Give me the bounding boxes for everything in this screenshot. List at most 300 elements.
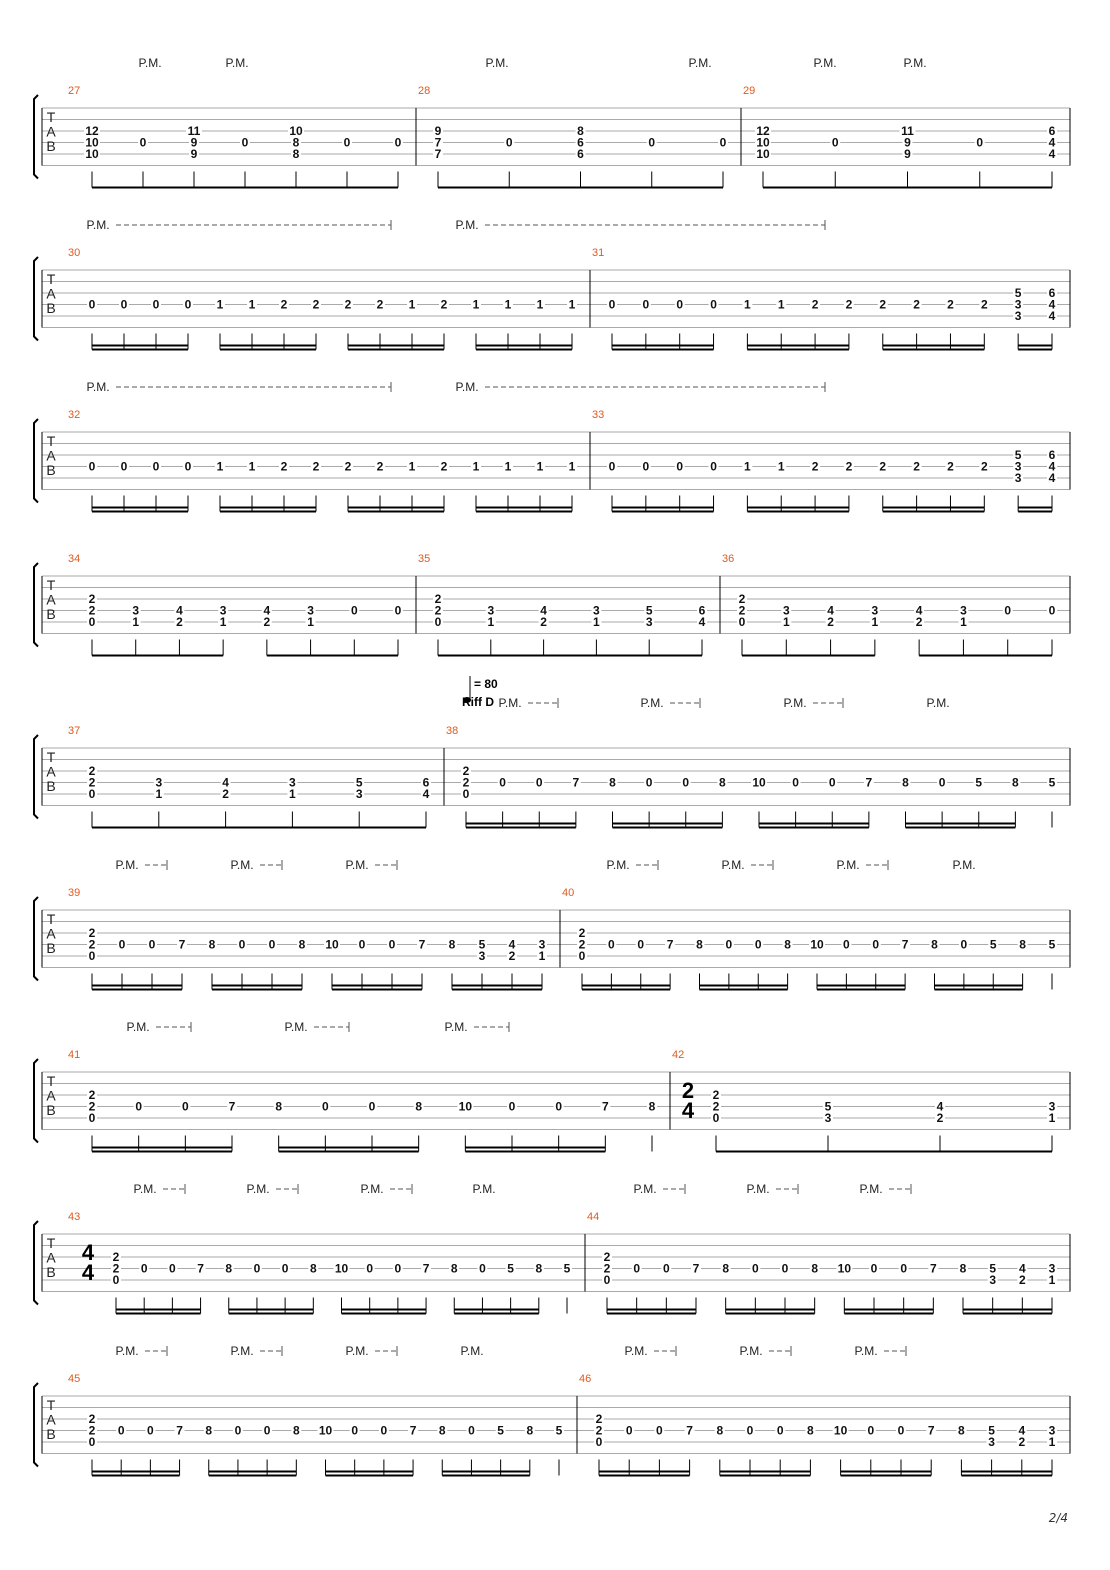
fret-number: 0: [792, 775, 799, 790]
fret-number: 9: [434, 124, 442, 138]
fret-number: 8: [807, 1423, 814, 1438]
fret-number: 0: [595, 1435, 603, 1449]
fret-number: 1: [782, 615, 790, 629]
fret-number: 1: [871, 615, 879, 629]
fret-number: 0: [88, 615, 96, 629]
fret-number: 6: [1048, 124, 1056, 138]
palm-mute-label: P.M.: [360, 1182, 384, 1196]
measure-number: 35: [418, 553, 431, 565]
fret-number: 6: [698, 603, 706, 618]
fret-number: 10: [85, 147, 99, 161]
fret-number: 5: [1048, 937, 1056, 952]
fret-number: 0: [1048, 603, 1056, 618]
fret-number: 3: [645, 615, 653, 629]
fret-number: 4: [540, 603, 547, 618]
fret-number: 2: [578, 937, 586, 952]
fret-number: 1: [472, 459, 480, 474]
fret-number: 0: [676, 459, 684, 474]
fret-number: 8: [577, 124, 584, 138]
fret-number: 2: [376, 297, 384, 312]
fret-number: 2: [811, 297, 819, 312]
fret-number: 3: [782, 603, 790, 618]
fret-number: 2: [112, 1250, 120, 1264]
palm-mute-label: P.M.: [688, 56, 712, 70]
staff-system: [34, 676, 1070, 828]
fret-number: 0: [535, 775, 543, 790]
fret-number: 0: [645, 775, 653, 790]
fret-number: 2: [811, 459, 819, 474]
fret-number: 2: [738, 592, 746, 606]
fret-number: 8: [208, 937, 216, 952]
fret-number: 2: [879, 459, 887, 474]
fret-number: 6: [1048, 286, 1056, 300]
fret-number: 2: [980, 459, 988, 474]
fret-number: 1: [504, 459, 512, 474]
palm-mute-label: P.M.: [624, 1344, 648, 1358]
fret-number: 3: [1048, 1261, 1056, 1276]
palm-mute-label: P.M.: [721, 858, 745, 872]
fret-number: 5: [1014, 286, 1022, 300]
fret-number: 5: [975, 775, 983, 790]
staff-bracket: [34, 419, 38, 503]
fret-number: 7: [178, 937, 186, 952]
staff-system: [34, 218, 1070, 350]
fret-number: 0: [900, 1261, 908, 1276]
fret-number: 8: [696, 937, 703, 952]
fret-number: 1: [216, 459, 224, 474]
fret-number: 2: [280, 459, 288, 474]
fret-number: 3: [1014, 471, 1022, 485]
fret-number: 0: [147, 1423, 154, 1438]
palm-mute-label: P.M.: [952, 858, 976, 872]
fret-number: 1: [487, 615, 495, 629]
measure-number: 31: [592, 247, 605, 259]
fret-number: 0: [343, 135, 351, 150]
fret-number: 7: [434, 147, 442, 161]
fret-number: 4: [1018, 1423, 1026, 1438]
palm-mute-label: P.M.: [455, 218, 479, 232]
fret-number: 11: [901, 124, 914, 138]
fret-number: 8: [309, 1261, 317, 1276]
fret-number: 3: [1048, 1099, 1056, 1114]
fret-number: 0: [120, 459, 128, 474]
fret-number: 0: [603, 1273, 611, 1287]
fret-number: 0: [608, 297, 616, 312]
fret-number: 2: [88, 1088, 96, 1102]
fret-number: 8: [205, 1423, 213, 1438]
fret-number: 0: [281, 1261, 289, 1276]
fret-number: 0: [719, 135, 727, 150]
fret-number: 7: [228, 1099, 236, 1114]
page-number: 2/4: [1048, 1511, 1068, 1525]
staff-bracket: [34, 1221, 38, 1305]
fret-number: 0: [434, 615, 442, 629]
fret-number: 2: [603, 1250, 611, 1264]
palm-mute-label: P.M.: [345, 858, 369, 872]
fret-number: 1: [155, 787, 163, 801]
palm-mute-label: P.M.: [739, 1344, 763, 1358]
fret-number: 8: [931, 937, 938, 952]
tab-clef-letter: B: [46, 778, 56, 794]
palm-mute-label: P.M.: [345, 1344, 369, 1358]
measure-number: 44: [587, 1211, 600, 1223]
fret-number: 2: [344, 297, 352, 312]
fret-number: 3: [155, 775, 163, 790]
fret-number: 1: [536, 297, 544, 312]
fret-number: 8: [448, 937, 456, 952]
fret-number: 2: [913, 459, 920, 474]
fret-number: 0: [112, 1273, 120, 1287]
fret-number: 1: [568, 297, 576, 312]
palm-mute-label: P.M.: [138, 56, 162, 70]
fret-number: 1: [960, 615, 967, 629]
fret-number: 4: [827, 603, 834, 618]
fret-number: 2: [738, 603, 746, 618]
fret-number: 2: [712, 1099, 720, 1114]
staff-system: [34, 858, 1070, 990]
fret-number: 7: [901, 937, 909, 952]
fret-number: 7: [409, 1423, 417, 1438]
fret-number: 7: [929, 1261, 937, 1276]
fret-number: 8: [275, 1099, 283, 1114]
fret-number: 7: [601, 1099, 609, 1114]
fret-number: 5: [989, 937, 997, 952]
palm-mute-label: P.M.: [783, 696, 807, 710]
fret-number: 2: [222, 787, 229, 801]
fret-number: 7: [176, 1423, 183, 1438]
fret-number: 0: [350, 603, 358, 618]
fret-number: 2: [263, 615, 271, 629]
fret-number: 0: [776, 1423, 784, 1438]
fret-number: 2: [434, 603, 442, 618]
fret-number: 10: [837, 1261, 852, 1276]
fret-number: 2: [176, 615, 183, 629]
measure-number: 27: [68, 85, 81, 97]
fret-number: 0: [117, 1423, 125, 1438]
fret-number: 4: [915, 603, 923, 618]
fret-number: 7: [686, 1423, 693, 1438]
palm-mute-label: P.M.: [926, 696, 950, 710]
fret-number: 10: [85, 135, 99, 150]
fret-number: 0: [152, 297, 160, 312]
fret-number: 1: [744, 459, 751, 474]
tab-clef-letter: B: [46, 1102, 56, 1118]
fret-number: 0: [135, 1099, 143, 1114]
fret-number: 2: [845, 459, 853, 474]
fret-number: 3: [478, 949, 486, 963]
fret-number: 0: [710, 297, 717, 312]
palm-mute-label: P.M.: [230, 858, 254, 872]
fret-number: 0: [712, 1111, 720, 1125]
fret-number: 2: [915, 615, 923, 629]
fret-number: 0: [139, 135, 147, 150]
time-signature-top: 4: [81, 1240, 95, 1265]
palm-mute-label: P.M.: [746, 1182, 770, 1196]
fret-number: 1: [536, 459, 544, 474]
palm-mute-label: P.M.: [485, 56, 509, 70]
fret-number: 10: [334, 1261, 349, 1276]
fret-number: 1: [408, 297, 416, 312]
tab-clef-letter: B: [46, 606, 56, 622]
fret-number: 0: [633, 1261, 641, 1276]
fret-number: 10: [458, 1099, 473, 1114]
fret-number: 2: [112, 1261, 120, 1276]
fret-number: 2: [947, 297, 954, 312]
fret-number: 5: [555, 1423, 563, 1438]
fret-number: 0: [366, 1261, 374, 1276]
fret-number: 0: [754, 937, 762, 952]
fret-number: 10: [752, 775, 766, 790]
fret-number: 3: [1014, 297, 1022, 312]
fret-number: 2: [88, 592, 96, 606]
fret-number: 5: [478, 937, 486, 952]
fret-number: 3: [960, 603, 967, 618]
fret-number: 1: [132, 615, 140, 629]
fret-number: 8: [450, 1261, 458, 1276]
fret-number: 0: [682, 775, 690, 790]
fret-number: 8: [811, 1261, 819, 1276]
fret-number: 3: [132, 603, 140, 618]
fret-number: 11: [187, 124, 201, 138]
fret-number: 7: [422, 1261, 430, 1276]
fret-number: 8: [1019, 937, 1026, 952]
palm-mute-label: P.M.: [115, 858, 139, 872]
palm-mute-label: P.M.: [86, 218, 110, 232]
fret-number: 2: [980, 297, 988, 312]
staff-system: [34, 1182, 1070, 1314]
tab-clef-letter: A: [46, 285, 56, 302]
tab-clef-letter: T: [46, 1397, 56, 1413]
fret-number: 5: [645, 603, 653, 618]
fret-number: 0: [642, 297, 650, 312]
fret-number: 0: [152, 459, 160, 474]
fret-number: 2: [913, 297, 920, 312]
staff-bracket: [34, 1383, 38, 1467]
fret-number: 9: [904, 147, 911, 161]
fret-number: 2: [88, 937, 96, 952]
fret-number: 0: [169, 1261, 176, 1276]
fret-number: 8: [958, 1423, 965, 1438]
fret-number: 0: [662, 1261, 670, 1276]
palm-mute-label: P.M.: [854, 1344, 878, 1358]
fret-number: 1: [593, 615, 600, 629]
fret-number: 1: [219, 615, 227, 629]
fret-number: 8: [784, 937, 791, 952]
fret-number: 0: [394, 135, 402, 150]
fret-number: 4: [176, 603, 183, 618]
tab-clef-letter: A: [46, 1087, 56, 1104]
fret-number: 2: [280, 297, 288, 312]
fret-number: 1: [1048, 1273, 1056, 1287]
fret-number: 5: [824, 1099, 832, 1114]
fret-number: 0: [960, 937, 968, 952]
fret-number: 8: [719, 775, 726, 790]
fret-number: 2: [1018, 1435, 1026, 1449]
palm-mute-label: P.M.: [126, 1020, 150, 1034]
fret-number: 0: [148, 937, 156, 952]
fret-number: 1: [538, 949, 546, 963]
fret-number: 2: [434, 592, 442, 606]
fret-number: 5: [507, 1261, 514, 1276]
fret-number: 0: [238, 937, 246, 952]
fret-number: 8: [225, 1261, 233, 1276]
fret-number: 8: [716, 1423, 724, 1438]
fret-number: 2: [440, 297, 448, 312]
fret-number: 9: [190, 147, 198, 161]
fret-number: 5: [988, 1423, 995, 1438]
tab-clef-letter: T: [46, 433, 56, 449]
fret-number: 0: [555, 1099, 563, 1114]
fret-number: 4: [1048, 147, 1056, 161]
fret-number: 0: [781, 1261, 789, 1276]
fret-number: 4: [1048, 297, 1056, 312]
fret-number: 0: [746, 1423, 754, 1438]
tab-clef-letter: B: [46, 940, 56, 956]
fret-number: 0: [1004, 603, 1012, 618]
fret-number: 0: [184, 459, 192, 474]
measure-number: 34: [68, 553, 81, 565]
fret-number: 0: [738, 615, 746, 629]
fret-number: 6: [577, 147, 584, 161]
palm-mute-label: P.M.: [444, 1020, 468, 1034]
tab-clef-letter: T: [46, 271, 56, 287]
fret-number: 10: [756, 135, 770, 150]
palm-mute-label: P.M.: [230, 1344, 254, 1358]
fret-number: 10: [833, 1423, 848, 1438]
fret-number: 0: [499, 775, 506, 790]
tab-clef-letter: B: [46, 138, 56, 154]
fret-number: 5: [989, 1261, 997, 1276]
measure-number: 37: [68, 725, 81, 737]
fret-number: 3: [988, 1435, 995, 1449]
fret-number: 0: [479, 1261, 486, 1276]
fret-number: 12: [756, 124, 770, 138]
fret-number: 2: [88, 926, 96, 940]
fret-number: 4: [1018, 1261, 1026, 1276]
fret-number: 0: [118, 937, 126, 952]
palm-mute-label: P.M.: [633, 1182, 657, 1196]
measure-number: 28: [418, 85, 431, 97]
fret-number: 10: [756, 147, 770, 161]
fret-number: 4: [263, 603, 271, 618]
fret-number: 2: [827, 615, 834, 629]
fret-number: 2: [540, 615, 547, 629]
fret-number: 2: [376, 459, 384, 474]
fret-number: 0: [751, 1261, 759, 1276]
fret-number: 0: [88, 459, 96, 474]
palm-mute-label: P.M.: [640, 696, 664, 710]
time-signature-top: 2: [681, 1078, 695, 1103]
fret-number: 1: [472, 297, 480, 312]
tab-clef-letter: A: [46, 1411, 56, 1428]
staff-system: [34, 56, 1070, 188]
fret-number: 0: [608, 937, 615, 952]
fret-number: 2: [1018, 1273, 1026, 1287]
fret-number: 8: [959, 1261, 967, 1276]
measure-number: 43: [68, 1211, 81, 1223]
fret-number: 0: [625, 1423, 633, 1438]
fret-number: 7: [572, 775, 580, 790]
fret-number: 2: [88, 603, 96, 618]
fret-number: 3: [1014, 459, 1022, 474]
fret-number: 0: [578, 949, 586, 963]
fret-number: 7: [197, 1261, 204, 1276]
palm-mute-label: P.M.: [133, 1182, 157, 1196]
fret-number: 8: [1012, 775, 1019, 790]
tab-clef-letter: A: [46, 447, 56, 464]
section-label: Riff D: [462, 695, 494, 709]
tab-clef-letter: T: [46, 1073, 56, 1089]
fret-number: 4: [422, 787, 430, 801]
fret-number: 0: [184, 297, 192, 312]
palm-mute-label: P.M.: [472, 1182, 496, 1196]
fret-number: 5: [1048, 775, 1056, 790]
fret-number: 8: [609, 775, 616, 790]
fret-number: 0: [642, 459, 650, 474]
fret-number: 2: [88, 1423, 96, 1438]
fret-number: 3: [538, 937, 546, 952]
tab-clef-letter: A: [46, 925, 56, 942]
fret-number: 10: [810, 937, 824, 952]
palm-mute-label: P.M.: [455, 380, 479, 394]
fret-number: 2: [936, 1111, 944, 1125]
fret-number: 7: [418, 937, 426, 952]
staff-system: [34, 1344, 1070, 1476]
fret-number: 3: [989, 1273, 997, 1287]
fret-number: 4: [1048, 459, 1056, 474]
fret-number: 1: [504, 297, 512, 312]
fret-number: 0: [725, 937, 733, 952]
staff-system: [34, 1020, 1070, 1152]
fret-number: 2: [595, 1423, 603, 1438]
fret-number: 7: [434, 135, 442, 150]
fret-number: 4: [936, 1099, 944, 1114]
fret-number: 0: [637, 937, 645, 952]
fret-number: 0: [676, 297, 684, 312]
fret-number: 0: [870, 1261, 878, 1276]
palm-mute-label: P.M.: [836, 858, 860, 872]
fret-number: 4: [1048, 309, 1056, 323]
palm-mute-label: P.M.: [606, 858, 630, 872]
fret-number: 0: [976, 135, 984, 150]
time-signature-bottom: 4: [81, 1260, 95, 1285]
fret-number: 2: [508, 949, 516, 963]
fret-number: 8: [298, 937, 306, 952]
fret-number: 3: [307, 603, 314, 618]
tab-clef-letter: A: [46, 1249, 56, 1266]
staff-bracket: [34, 897, 38, 981]
fret-number: 7: [666, 937, 674, 952]
fret-number: 0: [120, 297, 128, 312]
fret-number: 3: [871, 603, 879, 618]
fret-number: 2: [595, 1412, 603, 1426]
fret-number: 3: [824, 1111, 832, 1125]
fret-number: 3: [289, 775, 296, 790]
fret-number: 3: [487, 603, 495, 618]
fret-number: 0: [88, 297, 96, 312]
fret-number: 2: [88, 764, 96, 778]
tab-clef-letter: T: [46, 577, 56, 593]
fret-number: 3: [1014, 309, 1022, 323]
measure-number: 42: [672, 1049, 685, 1061]
fret-number: 7: [865, 775, 873, 790]
fret-number: 3: [355, 787, 363, 801]
fret-number: 1: [248, 459, 256, 474]
fret-number: 2: [462, 764, 470, 778]
fret-number: 10: [325, 937, 339, 952]
staff-bracket: [34, 257, 38, 341]
tab-clef-letter: A: [46, 763, 56, 780]
